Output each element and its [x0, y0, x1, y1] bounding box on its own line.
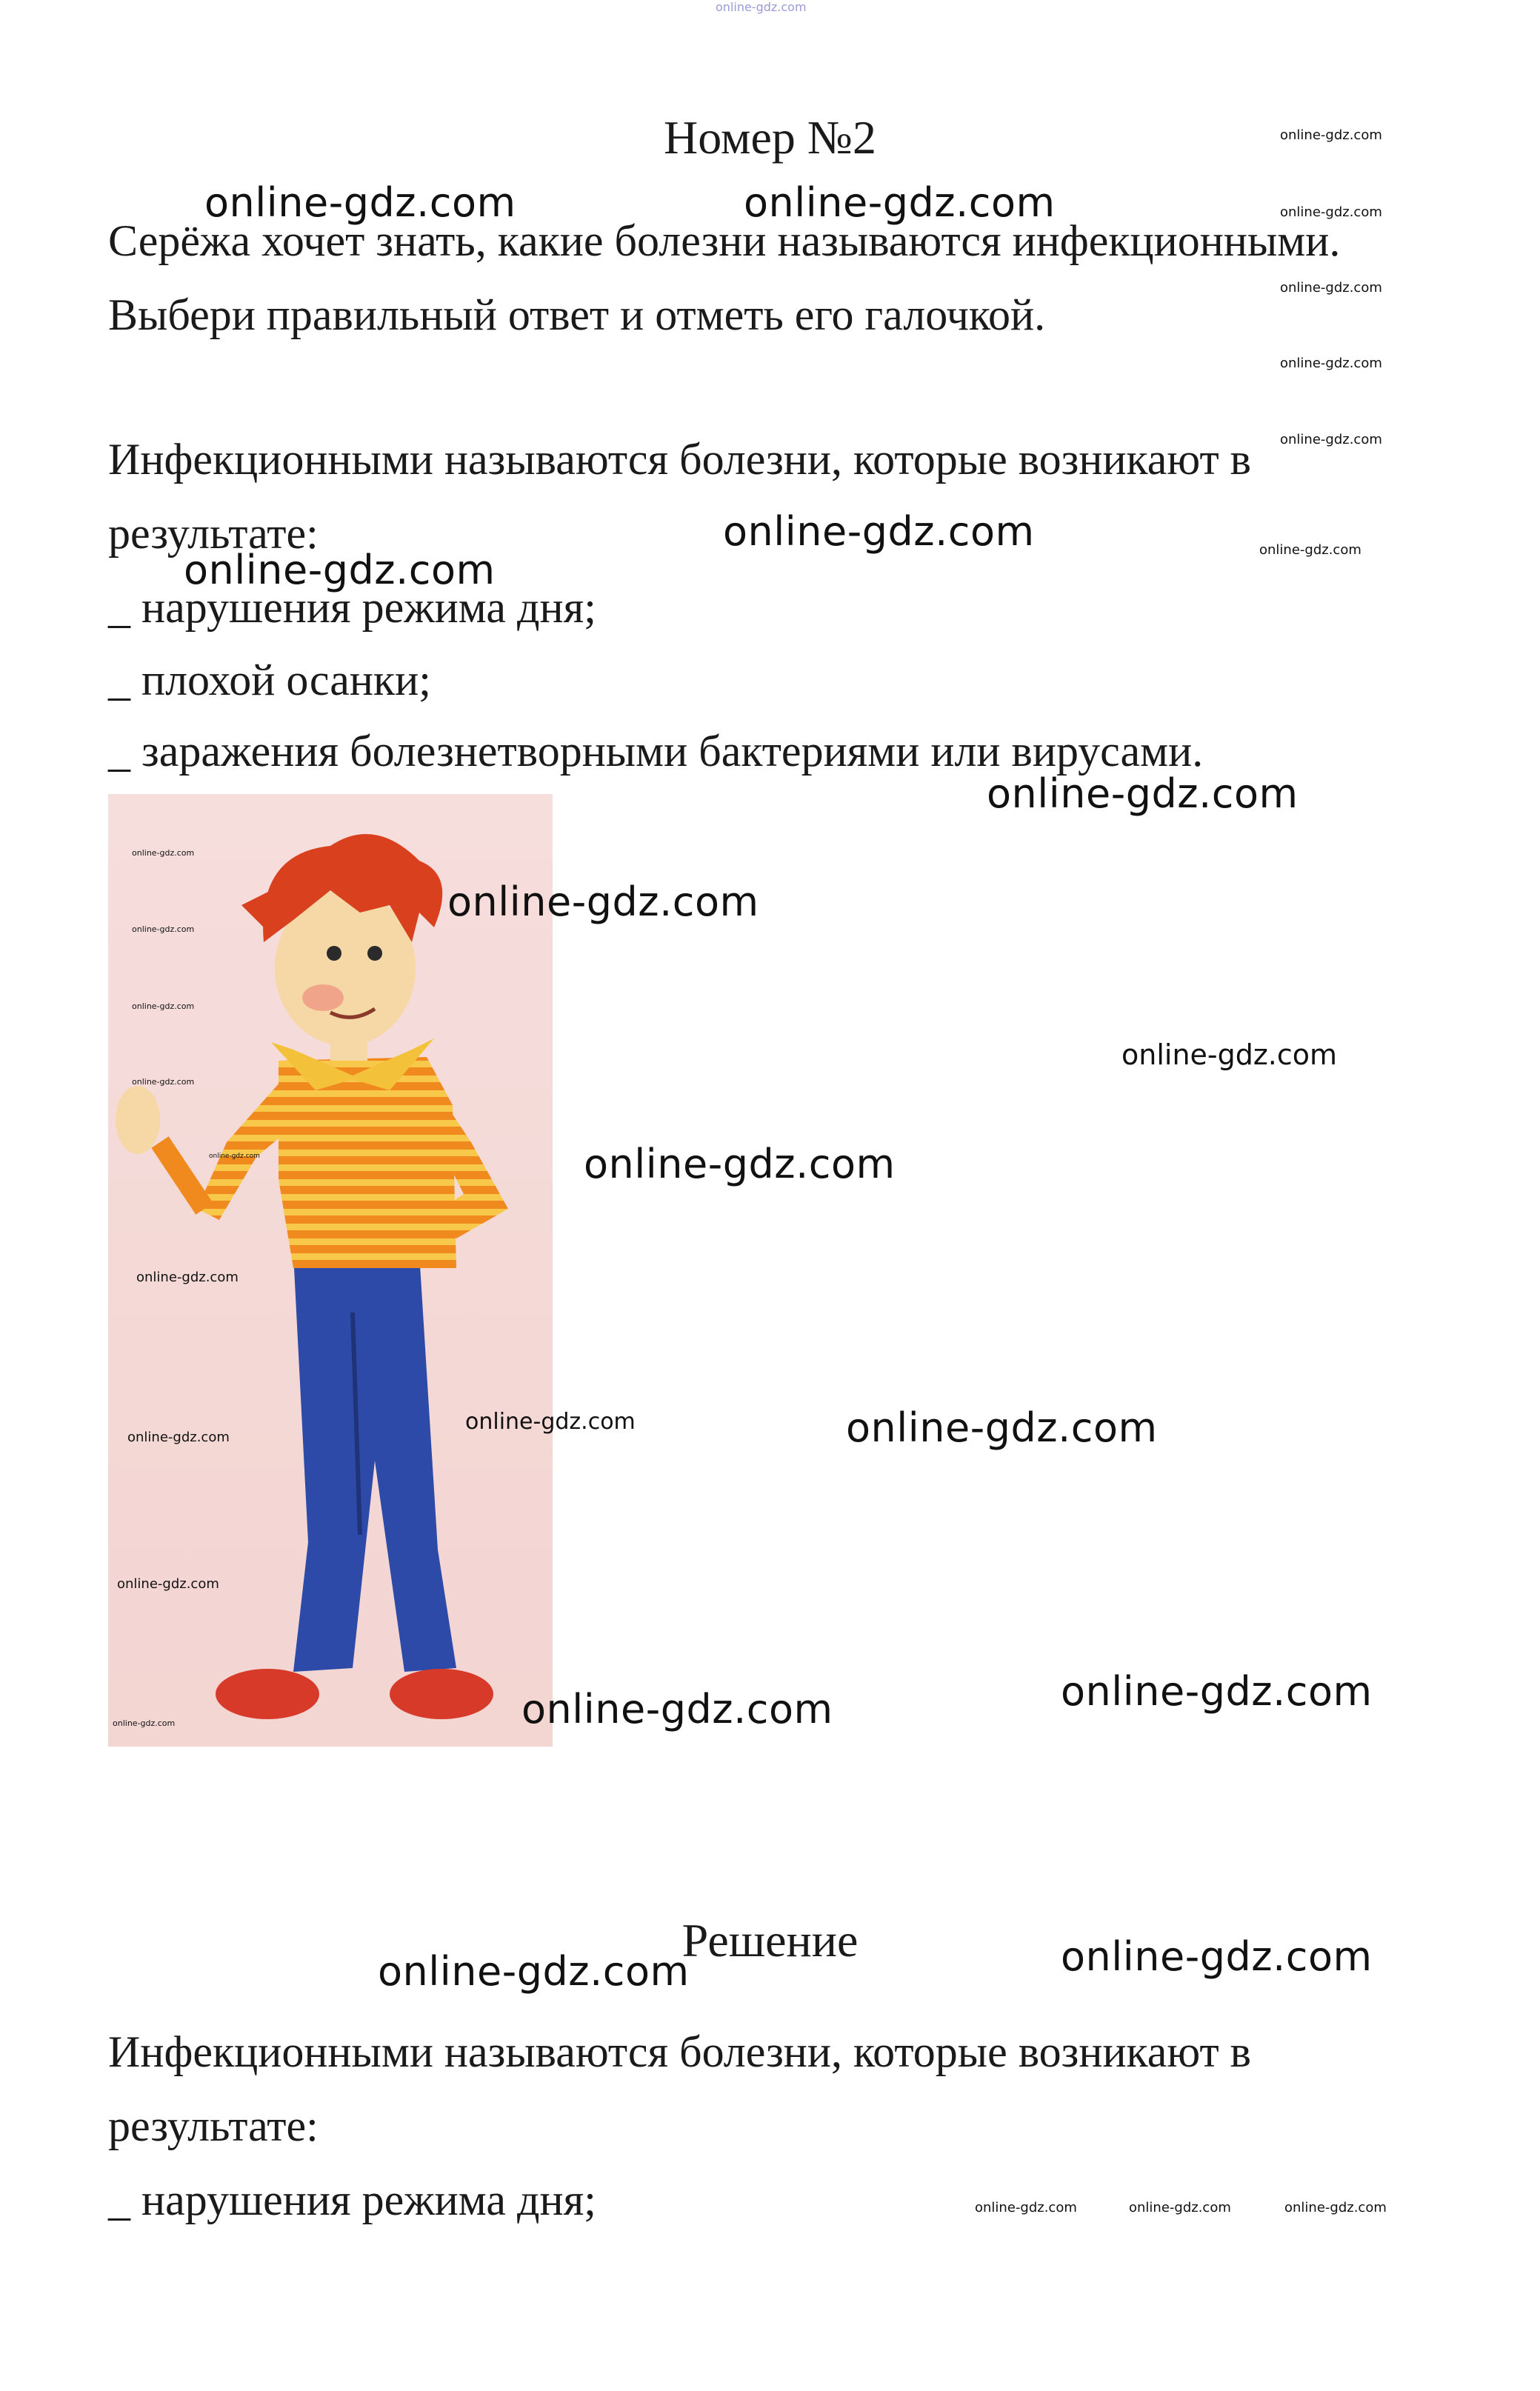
watermark: online-gdz.com	[1061, 1668, 1373, 1715]
option-daily-routine: _ нарушения режима дня;	[108, 583, 596, 632]
watermark: online-gdz.com	[378, 1948, 690, 1995]
task-question: Инфекционными называются болезни, которые возникают в результате:	[108, 435, 1252, 558]
watermark: online-gdz.com	[1129, 2200, 1231, 2215]
watermark: online-gdz.com	[723, 508, 1035, 555]
watermark: online-gdz.com	[132, 1001, 195, 1011]
watermark: online-gdz.com	[987, 770, 1299, 817]
option-bad-posture: _ плохой осанки;	[108, 656, 431, 704]
solution-answer: _ нарушения режима дня;	[108, 2175, 596, 2224]
watermark: online-gdz.com	[1061, 1933, 1373, 1980]
watermark: online-gdz.com	[136, 1270, 239, 1285]
watermark-header: online-gdz.com	[716, 0, 807, 14]
solution-question: Инфекционными называются болезни, которые возникают в результате:	[108, 2027, 1252, 2150]
watermark: online-gdz.com	[465, 1409, 636, 1435]
solution-heading: Решение	[681, 1914, 859, 1967]
watermark: online-gdz.com	[584, 1141, 896, 1187]
page-title: Номер №2	[664, 111, 876, 164]
watermark: online-gdz.com	[132, 848, 195, 858]
watermark: online-gdz.com	[1284, 2200, 1387, 2215]
watermark: online-gdz.com	[447, 878, 759, 925]
watermark: online-gdz.com	[1280, 204, 1382, 220]
watermark: online-gdz.com	[1280, 432, 1382, 447]
watermark: online-gdz.com	[975, 2200, 1077, 2215]
watermark: online-gdz.com	[132, 1077, 195, 1087]
watermark: online-gdz.com	[204, 179, 516, 226]
watermark: online-gdz.com	[1280, 127, 1382, 143]
watermark: online-gdz.com	[113, 1718, 176, 1728]
watermark: online-gdz.com	[209, 1153, 260, 1160]
watermark: online-gdz.com	[846, 1404, 1158, 1451]
watermark: online-gdz.com	[744, 179, 1056, 226]
watermark: online-gdz.com	[1259, 542, 1361, 558]
watermark: online-gdz.com	[117, 1576, 219, 1592]
boy-illustration	[108, 794, 553, 1747]
watermark: online-gdz.com	[1121, 1038, 1338, 1071]
watermark: online-gdz.com	[127, 1430, 230, 1445]
watermark: online-gdz.com	[132, 924, 195, 934]
watermark: online-gdz.com	[1280, 280, 1382, 296]
watermark: online-gdz.com	[184, 547, 496, 593]
watermark: online-gdz.com	[521, 1686, 833, 1733]
watermark: online-gdz.com	[1280, 356, 1382, 371]
option-infection: _ заражения болезнетворными бактериями или вирусами.	[108, 727, 1204, 776]
task-intro: Серёжа хочет знать, какие болезни называются инфекционными. Выбери правильный ответ и отметь его галочкой.	[108, 216, 1341, 339]
